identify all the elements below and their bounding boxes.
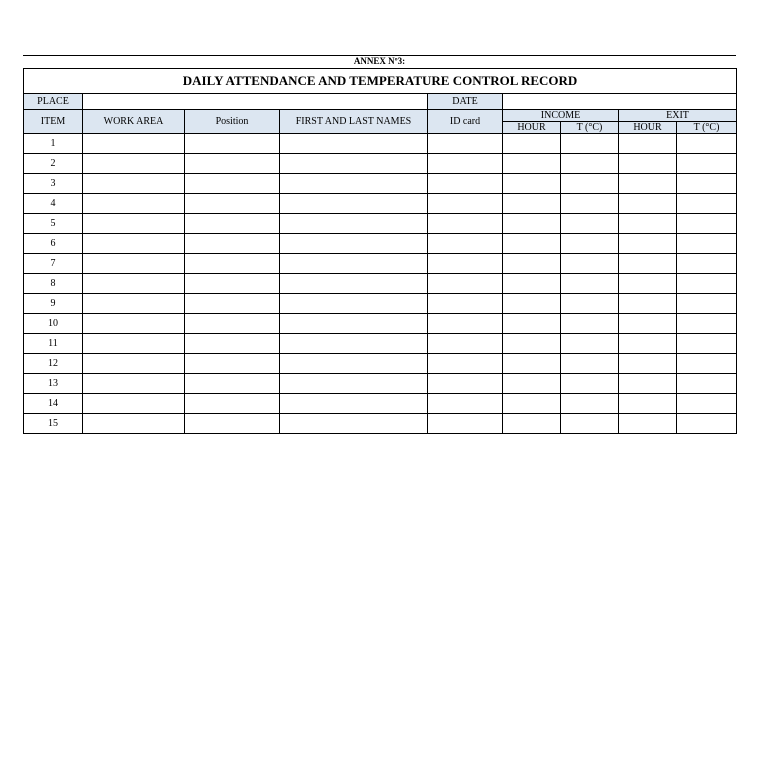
- work-area-cell[interactable]: [83, 274, 185, 294]
- income-hour-cell[interactable]: [503, 134, 561, 154]
- exit-temp-cell[interactable]: [677, 194, 737, 214]
- income-temp-cell[interactable]: [561, 254, 619, 274]
- exit-temp-header: T (°C): [677, 122, 737, 134]
- exit-hour-cell[interactable]: [619, 394, 677, 414]
- table-row: [24, 334, 737, 354]
- attendance-record-table: [23, 68, 737, 434]
- income-hour-cell[interactable]: [503, 334, 561, 354]
- income-hour-cell[interactable]: [503, 274, 561, 294]
- position-cell[interactable]: [185, 214, 280, 234]
- position-cell[interactable]: [185, 134, 280, 154]
- exit-hour-cell[interactable]: [619, 154, 677, 174]
- names-cell[interactable]: [280, 134, 428, 154]
- exit-temp-cell[interactable]: [677, 234, 737, 254]
- item-number-cell: 15: [24, 414, 83, 434]
- work-area-cell[interactable]: [83, 254, 185, 274]
- place-label: PLACE: [24, 94, 83, 110]
- table-row: [24, 134, 737, 154]
- id-card-cell[interactable]: [428, 394, 503, 414]
- income-temp-cell[interactable]: [561, 214, 619, 234]
- id-card-cell[interactable]: [428, 414, 503, 434]
- income-temp-cell[interactable]: [561, 174, 619, 194]
- exit-temp-cell[interactable]: [677, 294, 737, 314]
- exit-hour-cell[interactable]: [619, 194, 677, 214]
- income-hour-cell[interactable]: [503, 174, 561, 194]
- income-hour-cell[interactable]: [503, 234, 561, 254]
- date-label: DATE: [428, 94, 503, 110]
- work-area-cell[interactable]: [83, 294, 185, 314]
- position-cell[interactable]: [185, 394, 280, 414]
- names-cell[interactable]: [280, 334, 428, 354]
- item-header: ITEM: [24, 110, 83, 134]
- table-row: [24, 174, 737, 194]
- exit-hour-cell[interactable]: [619, 354, 677, 374]
- income-hour-cell[interactable]: [503, 154, 561, 174]
- names-cell[interactable]: [280, 314, 428, 334]
- position-cell[interactable]: [185, 314, 280, 334]
- exit-hour-cell[interactable]: [619, 134, 677, 154]
- exit-temp-cell[interactable]: [677, 374, 737, 394]
- names-cell[interactable]: [280, 394, 428, 414]
- id-card-cell[interactable]: [428, 334, 503, 354]
- names-cell[interactable]: [280, 274, 428, 294]
- position-cell[interactable]: [185, 174, 280, 194]
- names-cell[interactable]: [280, 154, 428, 174]
- item-number-cell: 8: [24, 274, 83, 294]
- income-temp-cell[interactable]: [561, 374, 619, 394]
- position-cell[interactable]: [185, 414, 280, 434]
- table-row: [24, 294, 737, 314]
- item-number-cell: 10: [24, 314, 83, 334]
- table-row: [24, 394, 737, 414]
- income-temp-cell[interactable]: [561, 414, 619, 434]
- exit-temp-cell[interactable]: [677, 274, 737, 294]
- item-number-cell: 6: [24, 234, 83, 254]
- exit-temp-cell[interactable]: [677, 394, 737, 414]
- record-title: DAILY ATTENDANCE AND TEMPERATURE CONTROL RECORD: [24, 69, 737, 94]
- names-cell[interactable]: [280, 214, 428, 234]
- exit-hour-cell[interactable]: [619, 314, 677, 334]
- names-cell[interactable]: [280, 174, 428, 194]
- exit-hour-cell[interactable]: [619, 274, 677, 294]
- income-temp-cell[interactable]: [561, 134, 619, 154]
- position-cell[interactable]: [185, 194, 280, 214]
- names-cell[interactable]: [280, 374, 428, 394]
- id-card-cell[interactable]: [428, 174, 503, 194]
- work-area-cell[interactable]: [83, 134, 185, 154]
- item-number-cell: 2: [24, 154, 83, 174]
- exit-temp-cell[interactable]: [677, 154, 737, 174]
- item-number-cell: 7: [24, 254, 83, 274]
- income-hour-cell[interactable]: [503, 214, 561, 234]
- exit-hour-cell[interactable]: [619, 254, 677, 274]
- position-cell[interactable]: [185, 274, 280, 294]
- work-area-cell[interactable]: [83, 154, 185, 174]
- id-card-cell[interactable]: [428, 314, 503, 334]
- id-card-cell[interactable]: [428, 194, 503, 214]
- exit-hour-cell[interactable]: [619, 174, 677, 194]
- table-row: [24, 354, 737, 374]
- income-temp-cell[interactable]: [561, 394, 619, 414]
- exit-temp-cell[interactable]: [677, 134, 737, 154]
- table-row: [24, 194, 737, 214]
- names-cell[interactable]: [280, 294, 428, 314]
- work-area-cell[interactable]: [83, 194, 185, 214]
- income-temp-cell[interactable]: [561, 274, 619, 294]
- position-cell[interactable]: [185, 254, 280, 274]
- item-number-cell: 5: [24, 214, 83, 234]
- income-temp-cell[interactable]: [561, 294, 619, 314]
- position-cell[interactable]: [185, 294, 280, 314]
- exit-hour-header: HOUR: [619, 122, 677, 134]
- id-card-cell[interactable]: [428, 374, 503, 394]
- item-number-cell: 12: [24, 354, 83, 374]
- names-cell[interactable]: [280, 254, 428, 274]
- table-row: [24, 234, 737, 254]
- exit-hour-cell[interactable]: [619, 334, 677, 354]
- names-cell[interactable]: [280, 414, 428, 434]
- income-temp-cell[interactable]: [561, 154, 619, 174]
- work-area-cell[interactable]: [83, 214, 185, 234]
- id-card-cell[interactable]: [428, 214, 503, 234]
- table-row: [24, 154, 737, 174]
- income-temp-header: T (°C): [561, 122, 619, 134]
- exit-temp-cell[interactable]: [677, 254, 737, 274]
- exit-hour-cell[interactable]: [619, 234, 677, 254]
- income-temp-cell[interactable]: [561, 334, 619, 354]
- income-hour-cell[interactable]: [503, 194, 561, 214]
- id-card-cell[interactable]: [428, 154, 503, 174]
- income-hour-cell[interactable]: [503, 414, 561, 434]
- exit-hour-cell[interactable]: [619, 294, 677, 314]
- income-hour-cell[interactable]: [503, 354, 561, 374]
- income-header: INCOME: [503, 110, 619, 122]
- position-cell[interactable]: [185, 154, 280, 174]
- exit-temp-cell[interactable]: [677, 214, 737, 234]
- table-row: [24, 254, 737, 274]
- id-card-cell[interactable]: [428, 134, 503, 154]
- income-hour-cell[interactable]: [503, 374, 561, 394]
- income-hour-cell[interactable]: [503, 394, 561, 414]
- income-hour-header: HOUR: [503, 122, 561, 134]
- exit-temp-cell[interactable]: [677, 314, 737, 334]
- exit-header: EXIT: [619, 110, 737, 122]
- id-card-cell[interactable]: [428, 234, 503, 254]
- names-cell[interactable]: [280, 354, 428, 374]
- position-header: Position: [185, 110, 280, 134]
- exit-hour-cell[interactable]: [619, 374, 677, 394]
- id-card-header: ID card: [428, 110, 503, 134]
- position-cell[interactable]: [185, 354, 280, 374]
- item-number-cell: 3: [24, 174, 83, 194]
- table-row: [24, 274, 737, 294]
- income-hour-cell[interactable]: [503, 254, 561, 274]
- work-area-cell[interactable]: [83, 394, 185, 414]
- income-temp-cell[interactable]: [561, 354, 619, 374]
- income-hour-cell[interactable]: [503, 314, 561, 334]
- work-area-cell[interactable]: [83, 414, 185, 434]
- table-row: [24, 414, 737, 434]
- item-number-cell: 13: [24, 374, 83, 394]
- income-temp-cell[interactable]: [561, 194, 619, 214]
- exit-temp-cell[interactable]: [677, 174, 737, 194]
- exit-hour-cell[interactable]: [619, 414, 677, 434]
- work-area-cell[interactable]: [83, 174, 185, 194]
- exit-hour-cell[interactable]: [619, 214, 677, 234]
- work-area-cell[interactable]: [83, 234, 185, 254]
- position-cell[interactable]: [185, 334, 280, 354]
- income-hour-cell[interactable]: [503, 294, 561, 314]
- work-area-cell[interactable]: [83, 314, 185, 334]
- item-number-cell: 4: [24, 194, 83, 214]
- work-area-cell[interactable]: [83, 334, 185, 354]
- exit-temp-cell[interactable]: [677, 414, 737, 434]
- table-row: [24, 314, 737, 334]
- id-card-cell[interactable]: [428, 354, 503, 374]
- income-temp-cell[interactable]: [561, 234, 619, 254]
- exit-temp-cell[interactable]: [677, 354, 737, 374]
- table-row: [24, 214, 737, 234]
- item-number-cell: 9: [24, 294, 83, 314]
- position-cell[interactable]: [185, 374, 280, 394]
- item-number-cell: 1: [24, 134, 83, 154]
- id-card-cell[interactable]: [428, 254, 503, 274]
- id-card-cell[interactable]: [428, 294, 503, 314]
- income-temp-cell[interactable]: [561, 314, 619, 334]
- id-card-cell[interactable]: [428, 274, 503, 294]
- work-area-cell[interactable]: [83, 354, 185, 374]
- table-row: [24, 374, 737, 394]
- work-area-header: WORK AREA: [83, 110, 185, 134]
- item-number-cell: 11: [24, 334, 83, 354]
- names-cell[interactable]: [280, 234, 428, 254]
- work-area-cell[interactable]: [83, 374, 185, 394]
- annex-label: ANNEX Nº3:: [353, 56, 406, 66]
- item-number-cell: 14: [24, 394, 83, 414]
- date-value-cell[interactable]: [503, 94, 737, 110]
- exit-temp-cell[interactable]: [677, 334, 737, 354]
- position-cell[interactable]: [185, 234, 280, 254]
- place-value-cell[interactable]: [83, 94, 428, 110]
- names-header: FIRST AND LAST NAMES: [280, 110, 428, 134]
- names-cell[interactable]: [280, 194, 428, 214]
